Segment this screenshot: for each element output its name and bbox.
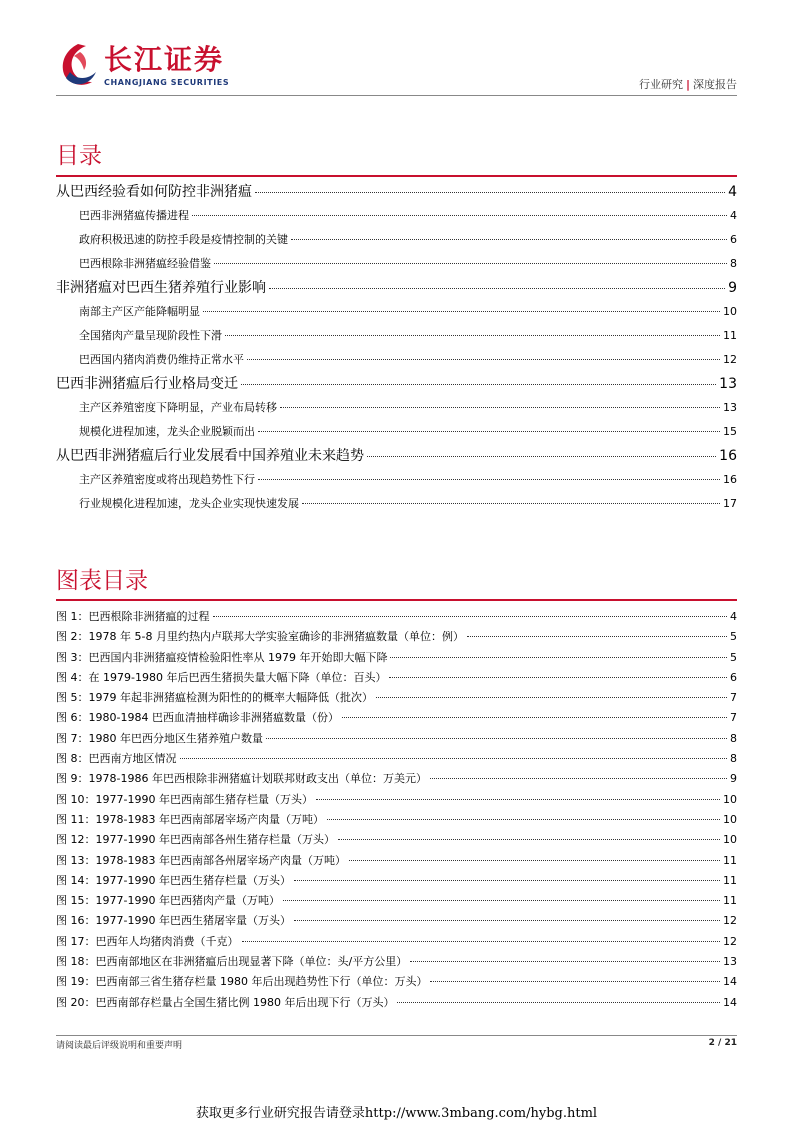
figure-list-entry[interactable] [56,790,737,810]
figure-entry-title: 图 20：巴西南部存栏量占全国生猪比例 1980 年后出现下行（万头） [56,995,395,1009]
toc-entry-title: 政府积极迅速的防控手段是疫情控制的关键 [79,233,288,246]
toc-entry-page: 6 [730,233,737,246]
figure-entry-page: 10 [723,792,737,806]
figure-leader-dots [376,697,727,698]
toc-title: 目录 [56,143,102,169]
figure-entry-page: 11 [723,873,737,887]
toc-entry-title: 南部主产区产能降幅明显 [79,305,200,318]
toc-section-entry[interactable] [56,228,737,252]
figure-leader-dots [180,758,728,759]
figure-entry-title: 图 16：1977-1990 年巴西生猪屠宰量（万头） [56,914,291,928]
toc-entry-title: 从巴西非洲猪瘟后行业发展看中国养殖业未来趋势 [56,448,364,464]
figure-entry-page: 8 [730,752,737,766]
figure-entry-page: 5 [730,630,737,644]
toc-list [56,180,737,516]
report-category: 行业研究 [638,78,683,91]
toc-leader-dots [258,431,720,432]
toc-leader-dots [269,288,725,289]
figure-entry-page: 11 [723,894,737,908]
figure-entry-page: 5 [730,650,737,664]
toc-entry-page: 9 [728,280,737,296]
figure-entry-page: 13 [723,955,737,969]
figure-entry-title: 图 17：巴西年人均猪肉消费（千克） [56,934,239,948]
figure-list-entry[interactable] [56,729,737,749]
figure-entry-page: 12 [723,914,737,928]
figure-leader-dots [294,880,720,881]
toc-leader-dots [203,311,720,312]
toc-entry-title: 巴西非洲猪瘟传播进程 [79,209,189,222]
figure-list-entry[interactable] [56,708,737,728]
figure-list-entry[interactable] [56,769,737,789]
toc-leader-dots [280,407,720,408]
toc-entry-page: 16 [719,448,737,464]
figure-entry-page: 4 [730,610,737,623]
figures-title: 图表目录 [56,568,148,594]
report-type: 深度报告 [693,78,737,91]
brand-name-en: CHANGJIANG SECURITIES [104,78,230,87]
toc-title-rule [56,175,737,177]
toc-entry-page: 4 [730,209,737,222]
toc-chapter-entry[interactable] [56,444,737,468]
toc-section-entry[interactable] [56,324,737,348]
toc-section-entry[interactable] [56,492,737,516]
figure-entry-page: 14 [723,995,737,1009]
figure-list-entry[interactable] [56,911,737,931]
toc-entry-title: 主产区养殖密度下降明显，产业布局转移 [79,401,277,414]
toc-entry-title: 行业规模化进程加速，龙头企业实现快速发展 [79,497,299,510]
toc-leader-dots [258,479,720,480]
figure-leader-dots [410,961,720,962]
toc-leader-dots [192,215,727,216]
toc-entry-page: 15 [723,425,737,438]
figure-entry-title: 图 4：在 1979-1980 年后巴西生猪损失量大幅下降（单位：百头） [56,670,387,684]
toc-entry-page: 13 [719,376,737,392]
figure-list-entry[interactable] [56,932,737,952]
toc-leader-dots [247,359,720,360]
figure-leader-dots [213,616,728,617]
figure-entry-page: 7 [730,711,737,725]
figure-entry-title: 图 7：1980 年巴西分地区生猪养殖户数量 [56,731,263,745]
brand-name-cn: 长江证券 [104,43,225,76]
toc-chapter-entry[interactable] [56,276,737,300]
toc-entry-title: 巴西国内猪肉消费仍维持正常水平 [79,353,244,366]
toc-leader-dots [225,335,720,336]
toc-leader-dots [291,239,727,240]
figure-leader-dots [316,799,720,800]
figure-entry-title: 图 2：1978 年 5-8 月里约热内卢联邦大学实验室确诊的非洲猪瘟数量（单位：例） [56,630,464,644]
figure-entry-title: 图 15：1977-1990 年巴西猪肉产量（万吨） [56,894,280,908]
toc-entry-title: 巴西根除非洲猪瘟经验借鉴 [79,257,211,270]
company-logo [56,40,256,96]
figure-entry-title: 图 12：1977-1990 年巴西南部各州生猪存栏量（万头） [56,833,335,847]
figure-entry-page: 10 [723,812,737,826]
figure-list-entry[interactable] [56,952,737,972]
toc-entry-page: 4 [728,184,737,200]
figure-entry-page: 8 [730,731,737,745]
figure-entry-page: 14 [723,975,737,989]
toc-entry-title: 巴西非洲猪瘟后行业格局变迁 [56,376,238,392]
report-type-label [639,76,737,92]
toc-entry-title: 主产区养殖密度或将出现趋势性下行 [79,473,255,486]
toc-chapter-entry[interactable] [56,180,737,204]
figure-leader-dots [283,900,720,901]
figure-list-entry[interactable] [56,871,737,891]
toc-section-entry[interactable] [56,420,737,444]
figure-entry-title: 图 5：1979 年起非洲猪瘟检测为阳性的的概率大幅降低（批次） [56,691,373,705]
toc-section-entry[interactable] [56,300,737,324]
figure-leader-dots [389,677,727,678]
toc-entry-page: 8 [730,257,737,270]
footer-disclaimer[interactable]: 请阅读最后评级说明和重要声明 [56,1041,183,1051]
figure-list-entry[interactable] [56,749,737,769]
figure-entry-page: 11 [723,853,737,867]
toc-section-entry[interactable] [56,396,737,420]
figure-entry-page: 6 [730,670,737,684]
figure-entry-title: 图 10：1977-1990 年巴西南部生猪存栏量（万头） [56,792,313,806]
figure-entry-page: 7 [730,691,737,705]
figure-leader-dots [338,839,720,840]
toc-entry-page: 10 [723,305,737,318]
toc-section-entry[interactable] [56,348,737,372]
toc-leader-dots [367,456,716,457]
figure-list-entry[interactable] [56,627,737,647]
toc-entry-title: 规模化进程加速，龙头企业脱颖而出 [79,425,255,438]
figure-list-entry[interactable] [56,688,737,708]
bottom-promo-link[interactable]: 获取更多行业研究报告请登录http://www.3mbang.com/hybg.html [195,1106,598,1121]
header-separator: | [685,78,690,91]
toc-leader-dots [255,192,725,193]
toc-entry-title: 非洲猪瘟对巴西生猪养殖行业影响 [56,280,266,296]
figure-leader-dots [266,738,727,739]
figure-list-entry[interactable] [56,830,737,850]
figure-leader-dots [390,657,727,658]
figure-leader-dots [397,1002,720,1003]
figure-leader-dots [327,819,720,820]
figure-list-entry[interactable] [56,648,737,668]
figure-entry-page: 9 [730,772,737,786]
toc-entry-page: 12 [723,353,737,366]
figure-leader-dots [294,920,720,921]
figure-entry-title: 图 9：1978-1986 年巴西根除非洲猪瘟计划联邦财政支出（单位：万美元） [56,772,427,786]
toc-chapter-entry[interactable] [56,372,737,396]
figure-entry-title: 图 1：巴西根除非洲猪瘟的过程 [56,610,210,623]
header-divider [56,95,737,96]
figure-entry-title: 图 6：1980-1984 巴西血清抽样确诊非洲猪瘟数量（份） [56,711,339,725]
figure-list-entry[interactable] [56,891,737,911]
figure-entry-title: 图 14：1977-1990 年巴西生猪存栏量（万头） [56,873,291,887]
toc-leader-dots [214,263,727,264]
toc-entry-page: 13 [723,401,737,414]
figure-list-entry[interactable] [56,851,737,871]
footer-divider [56,1035,737,1036]
figure-entry-title: 图 18：巴西南部地区在非洲猪瘟后出现显著下降（单位：头/平方公里） [56,955,408,969]
figures-list [56,607,737,1013]
page-number: 2 / 21 [708,1038,737,1048]
toc-entry-page: 16 [723,473,737,486]
toc-entry-page: 17 [723,497,737,510]
figure-list-entry[interactable] [56,607,737,627]
figures-title-rule [56,599,737,601]
figure-entry-title: 图 13：1978-1983 年巴西南部各州屠宰场产肉量（万吨） [56,853,346,867]
toc-section-entry[interactable] [56,252,737,276]
figure-entry-title: 图 3：巴西国内非洲猪瘟疫情检验阳性率从 1979 年开始即大幅下降 [56,650,388,664]
toc-section-entry[interactable] [56,468,737,492]
figure-list-entry[interactable] [56,972,737,992]
toc-entry-title: 全国猪肉产量呈现阶段性下滑 [79,329,222,342]
toc-entry-title: 从巴西经验看如何防控非洲猪瘟 [56,184,252,200]
toc-entry-page: 11 [723,329,737,342]
figure-entry-page: 12 [723,934,737,948]
figure-leader-dots [242,941,721,942]
figure-leader-dots [430,981,720,982]
figure-leader-dots [342,717,727,718]
figure-leader-dots [467,636,727,637]
figure-leader-dots [430,778,727,779]
figure-entry-page: 10 [723,833,737,847]
figure-entry-title: 图 19：巴西南部三省生猪存栏量 1980 年后出现趋势性下行（单位：万头） [56,975,428,989]
logo-icon [56,42,100,90]
figure-entry-title: 图 11：1978-1983 年巴西南部屠宰场产肉量（万吨） [56,812,324,826]
figure-list-entry[interactable] [56,810,737,830]
figure-list-entry[interactable] [56,993,737,1013]
figure-list-entry[interactable] [56,668,737,688]
toc-leader-dots [241,384,716,385]
figure-entry-title: 图 8：巴西南方地区情况 [56,752,177,766]
toc-leader-dots [302,503,720,504]
figure-leader-dots [349,860,720,861]
toc-section-entry[interactable] [56,204,737,228]
